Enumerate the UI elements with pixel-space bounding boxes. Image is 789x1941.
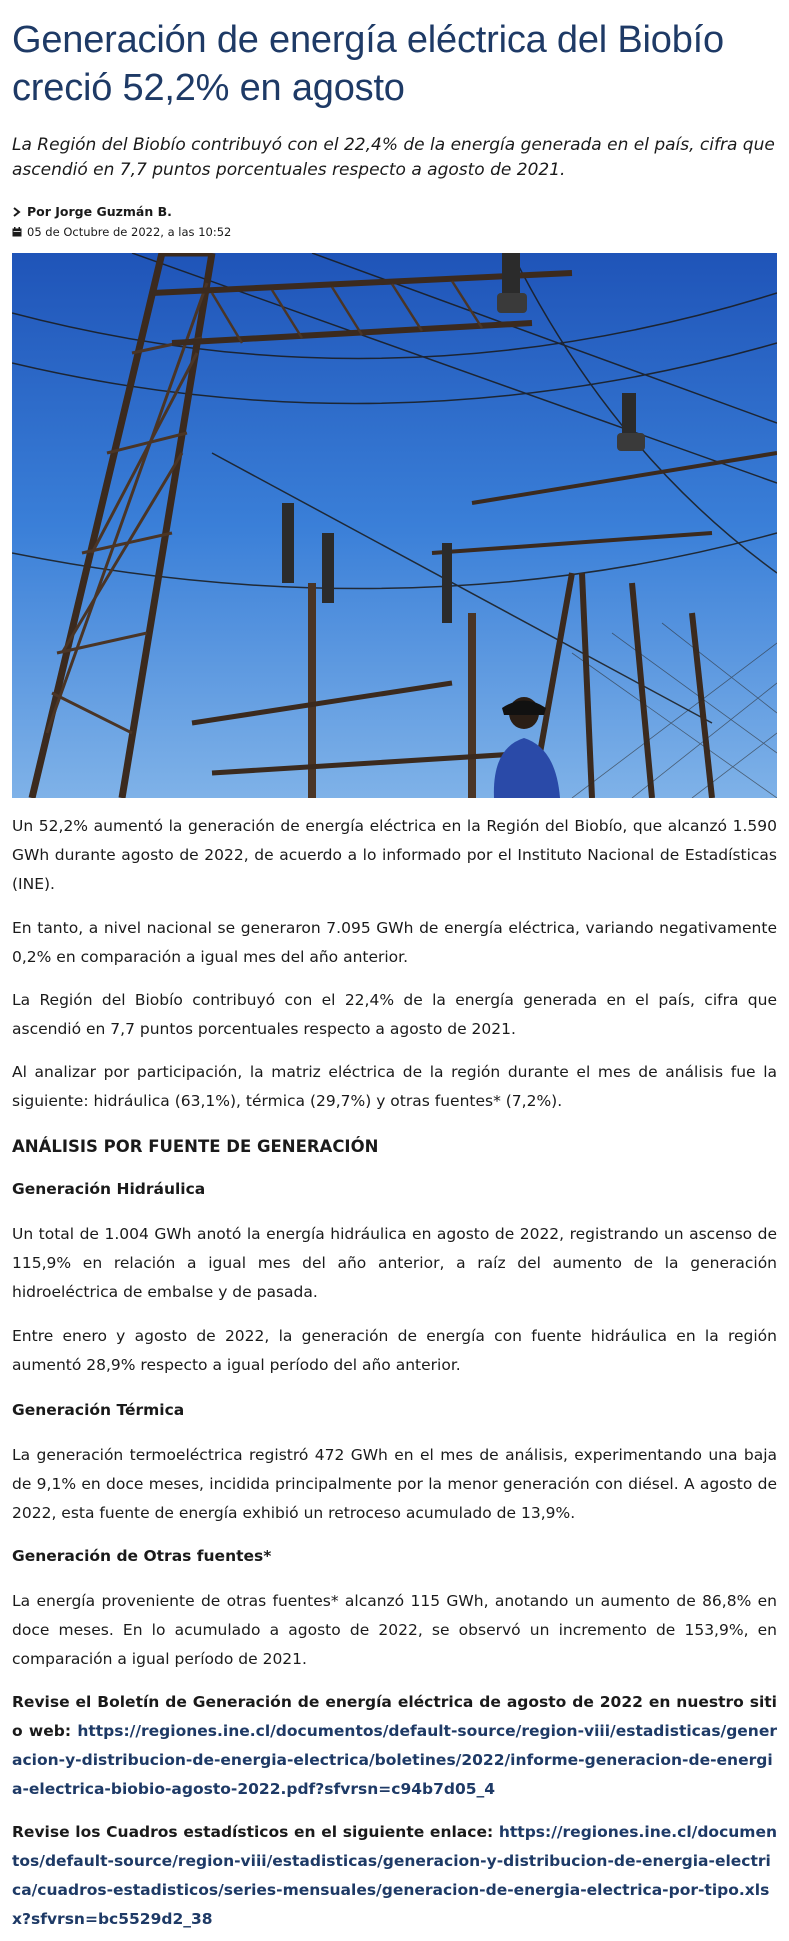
bulletin-text: Revise el Boletín de Generación de energía eléctrica de agosto de 2022 en nuestro sitio web: bbox=[12, 1693, 777, 1740]
paragraph-1: Un 52,2% aumentó la generación de energía eléctrica en la Región del Biobío, que alcanzó 1.590 GWh durante agosto de 2022, de acuerdo a lo informado por el Instituto Nacional de Estadísticas (INE). bbox=[12, 817, 777, 893]
bulletin-paragraph bbox=[12, 1688, 777, 1804]
publish-date: 05 de Octubre de 2022, a las 10:52 bbox=[27, 225, 232, 239]
bulletin-link[interactable]: https://regiones.ine.cl/documentos/default-source/region-viii/estadisticas/generacion-y-distribucion-de-energia-electrica/boletines/2022/informe-generacion-de-energia-electrica-biobio-agosto-2022.pdf?sfvrsn=c94b7d05_4 bbox=[12, 1722, 777, 1798]
other-heading: Generación de Otras fuentes* bbox=[12, 1547, 272, 1565]
chevron-right-icon bbox=[12, 207, 22, 217]
article-lead: La Región del Biobío contribuyó con el 22,4% de la energía generada en el país, cifra que ascendió en 7,7 puntos porcentuales respecto a agosto de 2021. bbox=[12, 135, 775, 180]
other-paragraph-1: La energía proveniente de otras fuentes* alcanzó 115 GWh, anotando un aumento de 86,8% en doce meses. En lo acumulado a agosto de 2022, se observó un incremento de 153,9%, en comparación a igual período de 2021. bbox=[12, 1592, 777, 1668]
paragraph-3: La Región del Biobío contribuyó con el 22,4% de la energía generada en el país, cifra que ascendió en 7,7 puntos porcentuales respecto a agosto de 2021. bbox=[12, 991, 777, 1038]
electrical-substation-image bbox=[12, 253, 777, 798]
tables-paragraph bbox=[12, 1818, 777, 1934]
hydro-heading: Generación Hidráulica bbox=[12, 1180, 206, 1198]
calendar-icon bbox=[12, 227, 22, 237]
thermal-heading: Generación Térmica bbox=[12, 1401, 185, 1419]
hydro-paragraph-2: Entre enero y agosto de 2022, la generación de energía con fuente hidráulica en la región aumentó 28,9% respecto a igual período del año anterior. bbox=[12, 1327, 777, 1374]
thermal-paragraph-1: La generación termoeléctrica registró 472 GWh en el mes de análisis, experimentando una baja de 9,1% en doce meses, incidida principalmente por la menor generación con diésel. A agosto de 2022, esta fuente de energía exhibió un retroceso acumulado de 13,9%. bbox=[12, 1446, 777, 1522]
paragraph-4: Al analizar por participación, la matriz eléctrica de la región durante el mes de análisis fue la siguiente: hidráulica (63,1%), térmica (29,7%) y otras fuentes* (7,2%). bbox=[12, 1063, 777, 1110]
section-heading: ANÁLISIS POR FUENTE DE GENERACIÓN bbox=[12, 1137, 379, 1156]
author-line bbox=[12, 204, 172, 219]
paragraph-2: En tanto, a nivel nacional se generaron 7.095 GWh de energía eléctrica, variando negativamente 0,2% en comparación a igual mes del año anterior. bbox=[12, 919, 777, 966]
article-title: Generación de energía eléctrica del Biobío creció 52,2% en agosto bbox=[12, 19, 724, 109]
tables-text: Revise los Cuadros estadísticos en el siguiente enlace: bbox=[12, 1823, 499, 1841]
author-name[interactable]: Por Jorge Guzmán B. bbox=[27, 204, 172, 219]
tables-link[interactable]: https://regiones.ine.cl/documentos/default-source/region-viii/estadisticas/generacion-y-distribucion-de-energia-electrica/cuadros-estadisticos/series-mensuales/generacion-de-energia-electrica-por-tipo.xlsx?sfvrsn=bc5529d2_38 bbox=[12, 1823, 777, 1928]
date-line bbox=[12, 225, 231, 239]
hydro-paragraph-1: Un total de 1.004 GWh anotó la energía hidráulica en agosto de 2022, registrando un ascenso de 115,9% en relación a igual mes del año anterior, a raíz del aumento de la generación hidroeléctrica de embalse y de pasada. bbox=[12, 1225, 777, 1301]
article-photo bbox=[12, 253, 777, 798]
